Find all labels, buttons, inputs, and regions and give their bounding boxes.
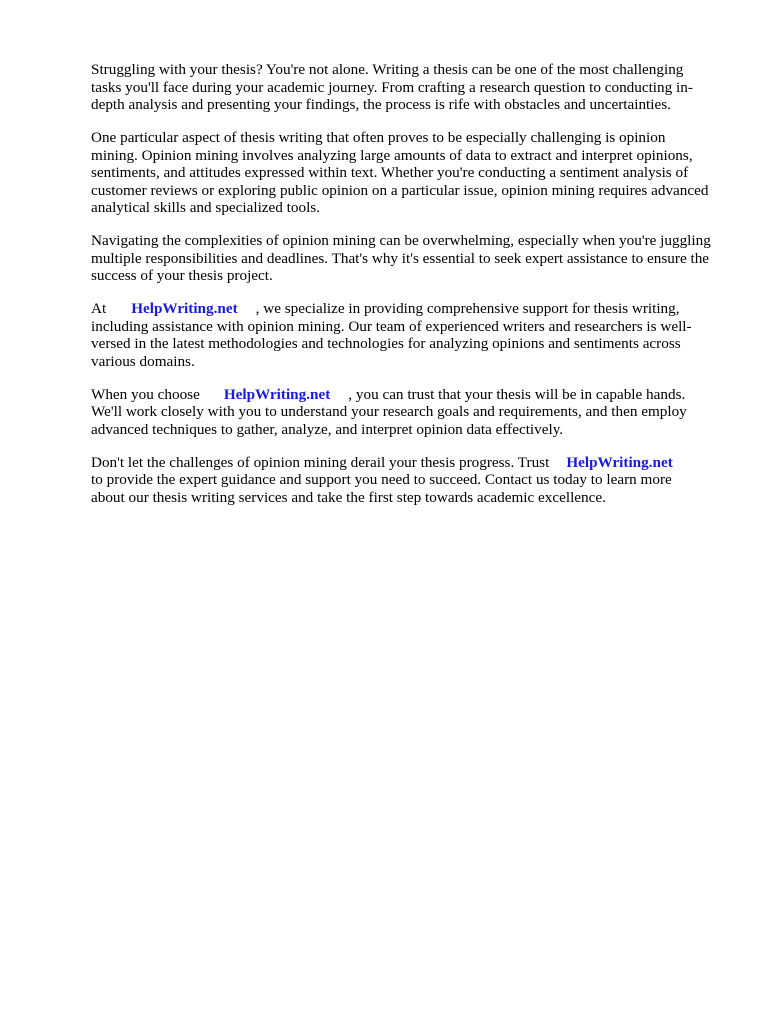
text-line: advanced techniques to gather, analyze, and interpret opinion data effectively. (91, 420, 564, 438)
text-line: versed in the latest methodologies and technologies for analyzing opinions and sentiments across (91, 335, 681, 353)
text-line (91, 454, 727, 472)
paragraph-intro (91, 61, 727, 114)
text-line: We'll work closely with you to understand your research goals and requirements, and then employ (91, 403, 687, 421)
helpwriting-link[interactable]: HelpWriting.net (131, 300, 238, 318)
text-line: Navigating the complexities of opinion mining can be overwhelming, especially when you're juggling (91, 232, 711, 250)
text-fragment: , you can trust that your thesis will be in capable hands. (348, 385, 686, 403)
text-line: Struggling with your thesis? You're not alone. Writing a thesis can be one of the most challenging (91, 61, 684, 78)
text-line: One particular aspect of thesis writing that often proves to be especially challenging is opinion (91, 128, 666, 146)
paragraph-choose (91, 386, 727, 439)
text-fragment: Don't let the challenges of opinion mining derail your thesis progress. Trust (91, 453, 550, 471)
text-line: to provide the expert guidance and support you need to succeed. Contact us today to learn more (91, 471, 672, 489)
text-line: sentiments, and attitudes expressed within text. Whether you're conducting a sentiment analysis of (91, 164, 689, 182)
helpwriting-link[interactable]: HelpWriting.net (566, 453, 673, 471)
text-line: depth analysis and presenting your findings, the process is rife with obstacles and uncertainties. (91, 96, 671, 114)
document-body (91, 61, 727, 522)
paragraph-complexities (91, 232, 727, 285)
paragraph-trust (91, 454, 727, 507)
text-line: multiple responsibilities and deadlines. That's why it's essential to seek expert assistance to ensure the (91, 249, 710, 267)
text-line: success of your thesis project. (91, 267, 273, 285)
text-fragment: , we specialize in providing comprehensive support for thesis writing, (255, 300, 680, 318)
text-line: mining. Opinion mining involves analyzing large amounts of data to extract and interpret opinions, (91, 146, 693, 164)
text-fragment: At (91, 300, 107, 318)
text-line: various domains. (91, 352, 195, 370)
text-line: about our thesis writing services and take the first step towards academic excellence. (91, 488, 606, 506)
helpwriting-link[interactable]: HelpWriting.net (223, 385, 331, 403)
paragraph-specialize (91, 300, 727, 370)
paragraph-opinion-mining (91, 129, 727, 217)
text-line: including assistance with opinion mining. Our team of experienced writers and researchers is well- (91, 317, 692, 335)
text-line: customer reviews or exploring public opinion on a particular issue, opinion mining requires advanced (91, 181, 709, 199)
text-line (91, 386, 727, 404)
text-line (91, 300, 727, 318)
text-fragment: When you choose (91, 385, 200, 403)
text-line: tasks you'll face during your academic journey. From crafting a research question to conducting in- (91, 78, 693, 96)
text-line: analytical skills and specialized tools. (91, 199, 321, 217)
